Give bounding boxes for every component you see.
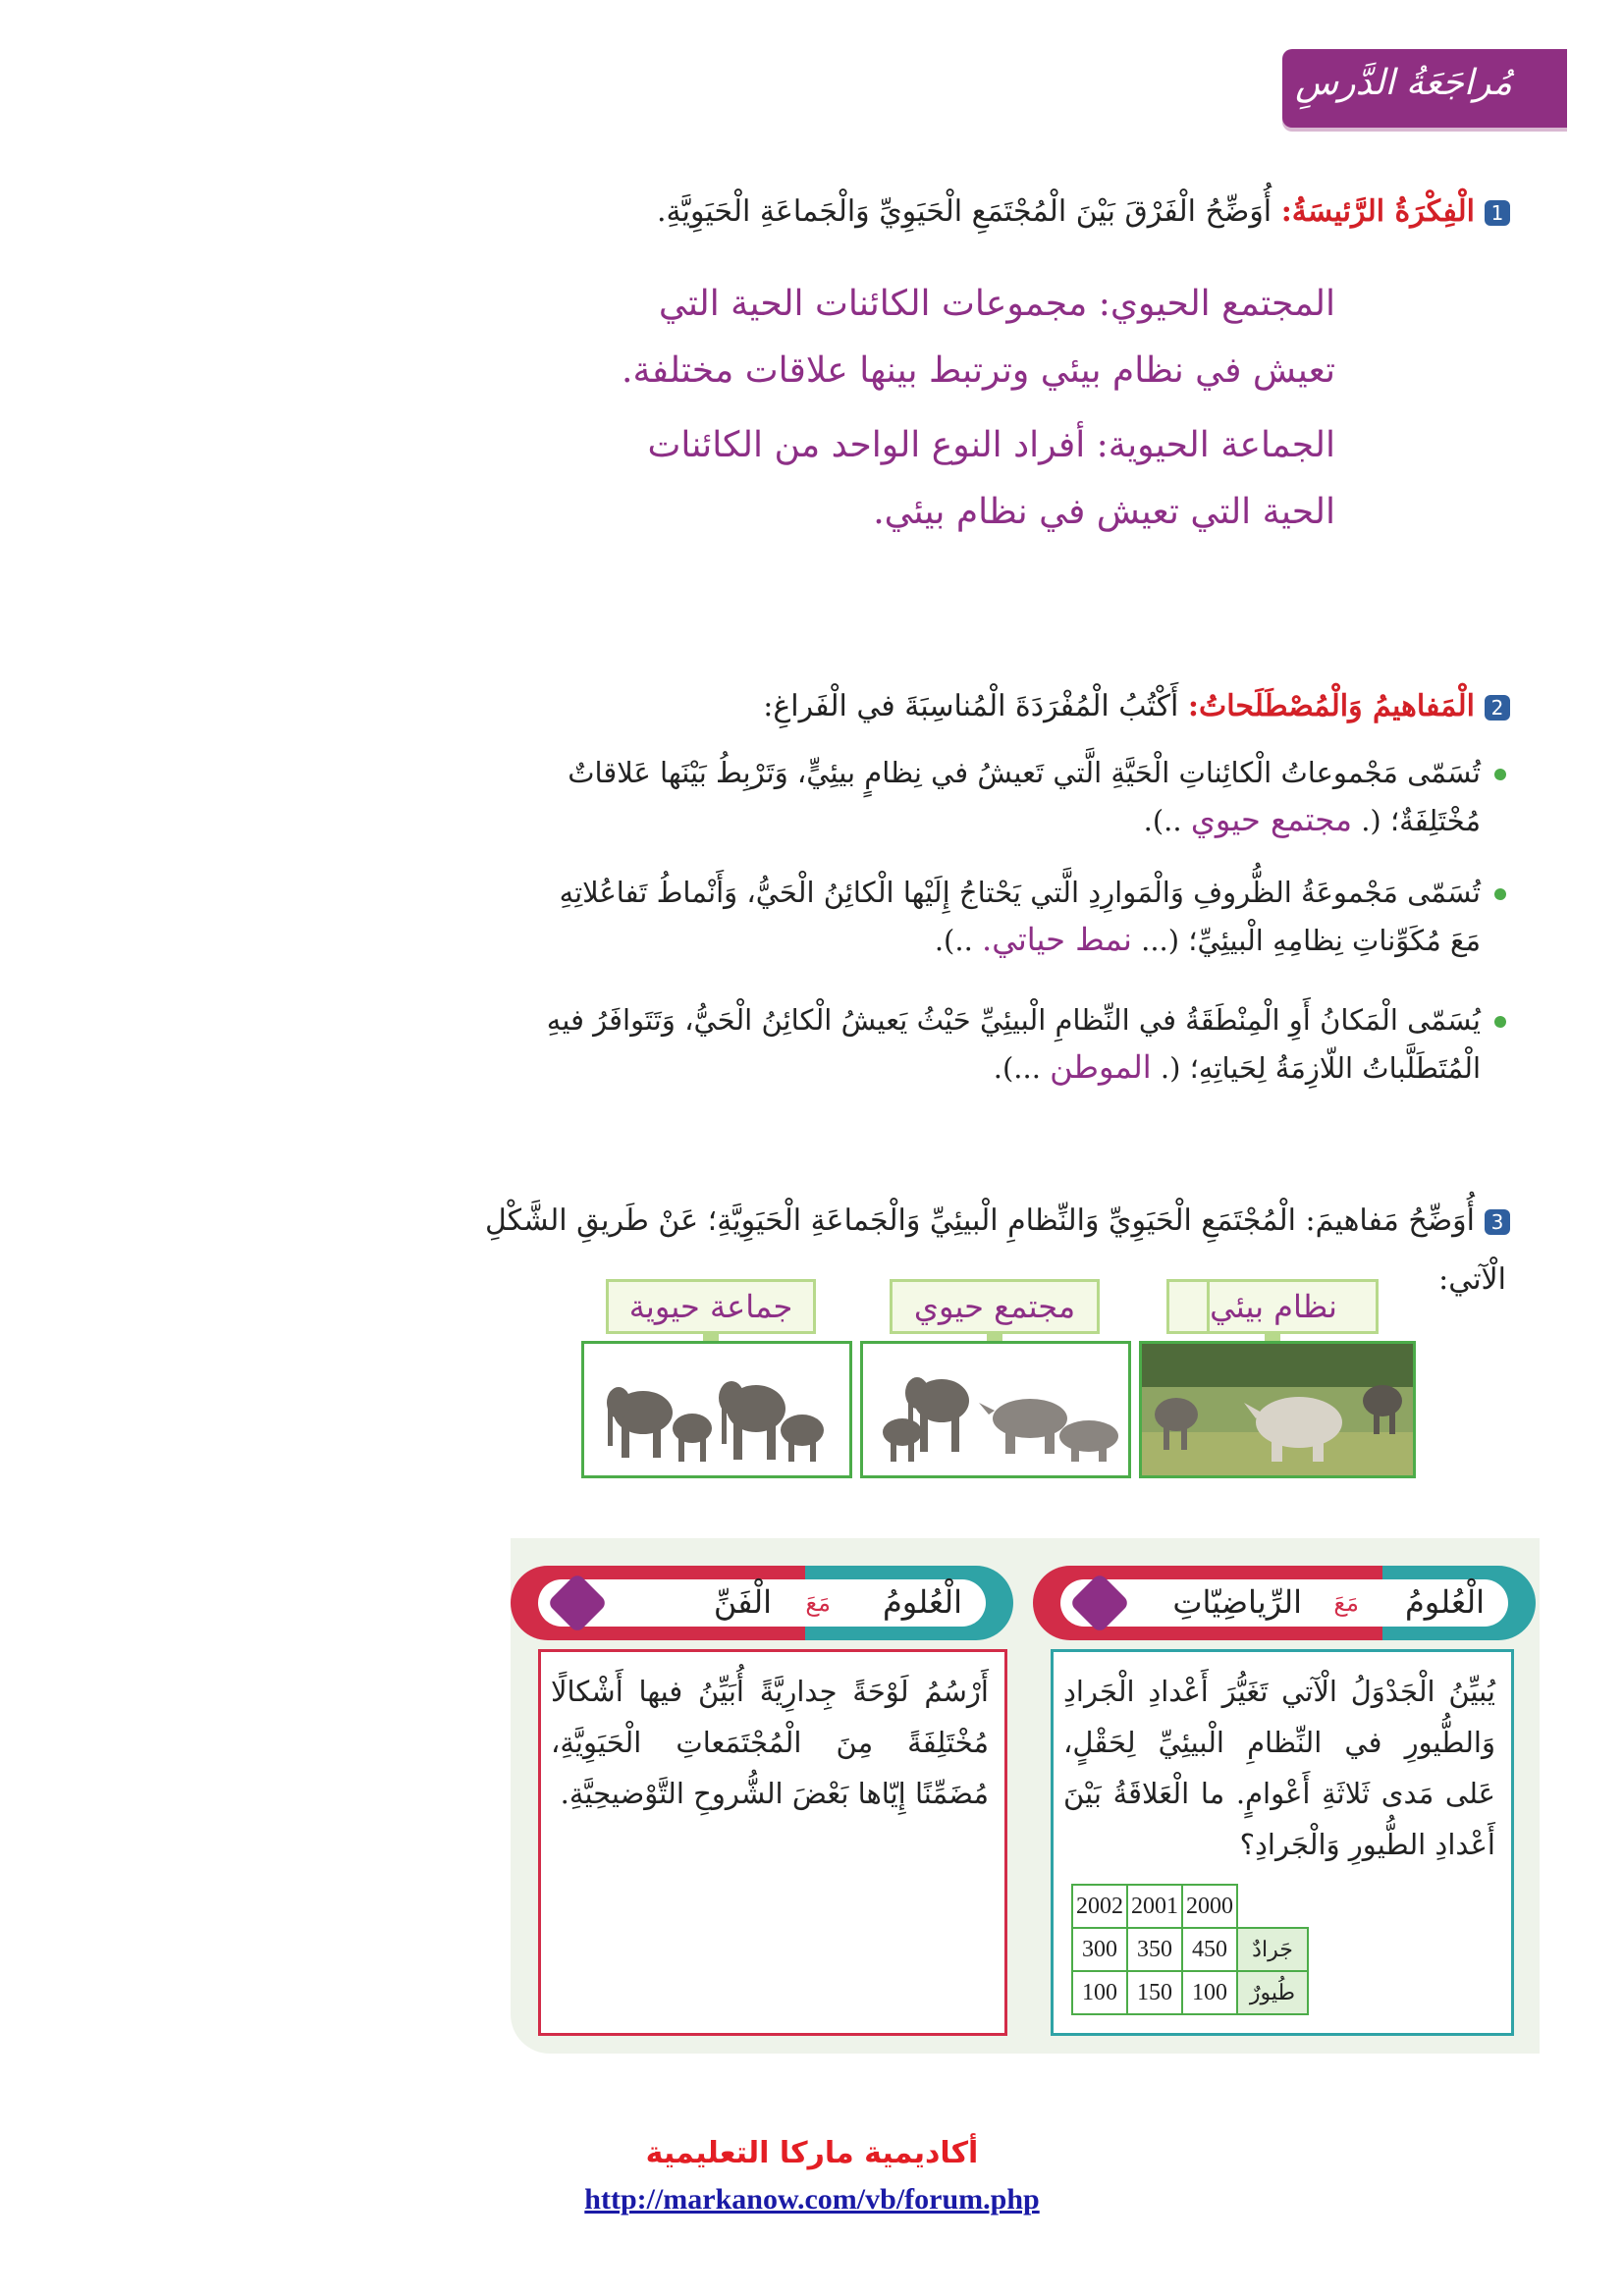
ecosystem-label: نظام بيئي	[1210, 1288, 1337, 1325]
bullet-icon	[1494, 1016, 1506, 1028]
table-row-label: طُيورٌ	[1237, 1971, 1308, 2014]
locust-bird-table	[1071, 1884, 1309, 2015]
table-cell: 150	[1127, 1971, 1182, 2014]
elephant-herd-image	[584, 1344, 849, 1475]
q2-item-2-line2-pre: مَعَ مُكَوِّناتِ نِظامِهِ الْبيئِيِّ؛ (...	[1141, 924, 1481, 957]
math-banner-with: مَعَ	[1333, 1589, 1359, 1617]
q1-answer-1-line1: المجتمع الحيوي: مجموعات الكائنات الحية التي	[658, 284, 1335, 324]
q2-item-2	[560, 876, 1506, 958]
population-label: جماعة حيوية	[628, 1288, 793, 1325]
lesson-review-tab	[1282, 49, 1567, 128]
q1-label: الْفِكْرَةُ الرَّئيسَةُ:	[1280, 194, 1475, 229]
question-number-3: 3	[1485, 1209, 1510, 1235]
art-banner-art: الْفَنِّ	[713, 1583, 772, 1621]
q2-item-1	[568, 756, 1506, 838]
population-photo	[581, 1341, 852, 1478]
q3-text-continued: الْآتي:	[1438, 1262, 1506, 1297]
q1-text: أُوَضِّحُ الْفَرْقَ بَيْنَ الْمُجْتَمَعِ الْحَيَوِيِّ وَالْجَماعَةِ الْحَيَوِيَّةِ.	[656, 194, 1272, 229]
table-year-cell: 2002	[1072, 1885, 1127, 1928]
q1-answer-2-line1: الجماعة الحيوية: أفراد النوع الواحد من الكائنات	[647, 425, 1335, 465]
q2-item-2-line2-post: ..).	[934, 924, 973, 957]
art-activity-box	[538, 1649, 1007, 2036]
ecosystem-blank-box	[1166, 1279, 1210, 1334]
table-cell: 450	[1182, 1928, 1237, 1971]
lesson-review-title: مُراجَعَةُ الدَّرسِ	[1295, 63, 1512, 103]
q1-answer-1-line2: تعيش في نظام بيئي وترتبط بينها علاقات مختلفة.	[622, 350, 1335, 391]
q2-item-1-line2-post: ..).	[1143, 804, 1182, 837]
footer-link[interactable]: http://markanow.com/vb/forum.php	[584, 2183, 1040, 2216]
table-cell: 350	[1127, 1928, 1182, 1971]
community-label-box	[890, 1279, 1100, 1334]
q2-item-3-line1: يُسَمّى الْمَكانُ أَوِ الْمِنْطَقَةُ في النِّظامِ الْبيئِيِّ حَيْثُ يَعيشُ الْكائِنُ الْحَيُّ، وَتَتَوافَرُ فيهِ	[546, 1003, 1481, 1037]
q3-text: أُوَضِّحُ مَفاهيمَ: الْمُجْتَمَعِ الْحَيَوِيِّ وَالنِّظامِ الْبيئِيِّ وَالْجَماعَةِ الْحَيَوِيَّةِ؛ عَنْ طَريقِ الشَّكْلِ	[485, 1203, 1475, 1238]
q1-answer-1	[452, 271, 1335, 404]
math-activity-text: يُبيِّنُ الْجَدْوَلُ الْآتي تَغَيُّرَ أَعْدادِ الْجَرادِ وَالطُّيورِ في النِّظامِ الْبيئِيِّ لِحَقْلٍ، عَلى مَدى ثَلاثَةِ أَعْوامٍ. ما الْعَلاقَةُ بَيْنَ أَعْدادِ الطُّيورِ وَالْجَرادِ؟	[1063, 1675, 1495, 1861]
elephants-and-rhinos-image	[863, 1344, 1128, 1475]
q2-item-1-answer: مجتمع حيوي	[1190, 801, 1352, 838]
bullet-icon	[1494, 888, 1506, 900]
bullet-icon	[1494, 769, 1506, 780]
q2-item-2-line1: تُسَمّى مَجْموعَةُ الظُّروفِ وَالْمَوارِدِ الَّتي يَحْتاجُ إِلَيْها الْكائِنُ الْحَيُّ، وَأَنْماطُ تَفاعُلاتِهِ	[559, 876, 1481, 909]
q2-item-3-answer: الموطن	[1050, 1048, 1152, 1086]
table-icon	[1069, 1573, 1130, 1633]
q2-label: الْمَفاهيمُ وَالْمُصْطَلَحاتُ:	[1187, 689, 1475, 723]
community-label: مجتمع حيوي	[913, 1288, 1076, 1325]
table-row-label: جَرادٌ	[1237, 1928, 1308, 1971]
math-banner-science: الْعُلومُ	[1404, 1583, 1485, 1621]
q2-item-1-line2-pre: مُخْتَلِفَةٌ؛ (.	[1361, 804, 1481, 837]
q2-item-1-line1: تُسَمّى مَجْموعاتُ الْكائِناتِ الْحَيَّةِ الَّتي تَعيشُ في نِظامٍ بيئِيٍّ، وَتَرْبِطُ بَيْنَها عَلاقاتٌ	[568, 756, 1481, 789]
q2-item-3-line2-pre: الْمُتَطَلَّباتُ اللّازِمَةُ لِحَياتِهِ؛ (.	[1160, 1051, 1481, 1085]
question-number-1: 1	[1485, 200, 1510, 226]
table-corner	[1237, 1885, 1308, 1928]
table-cell: 100	[1182, 1971, 1237, 2014]
q2-item-3-line2-post: ...).	[993, 1051, 1041, 1085]
question-1	[657, 194, 1510, 229]
brush-icon	[547, 1573, 608, 1633]
q1-answer-2	[452, 412, 1335, 546]
table-year-cell: 2001	[1127, 1885, 1182, 1928]
question-number-2: 2	[1485, 695, 1510, 721]
table-row	[1072, 1928, 1308, 1971]
q2-item-3	[547, 1003, 1506, 1086]
art-activity-text: أَرْسُمُ لَوْحَةً جِدارِيَّةً أُبَيِّنُ فيها أَشْكالًا مُخْتَلِفَةً مِنَ الْمُجْتَمَعاتِ الْحَيَوِيَّةِ، مُضَمِّنًا إِيّاها بَعْضَ الشُّروحِ التَّوْضيحِيَّةِ.	[551, 1675, 989, 1810]
table-row	[1072, 1971, 1308, 2014]
table-cell: 300	[1072, 1928, 1127, 1971]
community-photo	[860, 1341, 1131, 1478]
q2-text: أَكْتُبُ الْمُفْرَدَةَ الْمُناسِبَةَ في الْفَراغِ:	[763, 689, 1179, 723]
math-activity-box	[1051, 1649, 1514, 2036]
footer-title: أكاديمية ماركا التعليمية	[645, 2136, 979, 2170]
question-3	[485, 1203, 1510, 1238]
math-banner-math: الرِّياضِيّاتِ	[1172, 1583, 1302, 1621]
ecosystem-photo	[1139, 1341, 1416, 1478]
question-2	[763, 689, 1510, 723]
table-cell: 100	[1072, 1971, 1127, 2014]
savanna-scene-image	[1142, 1344, 1413, 1475]
table-year-cell: 2000	[1182, 1885, 1237, 1928]
q1-answer-2-line2: الحية التي تعيش في نظام بيئي.	[873, 492, 1335, 532]
q2-item-2-answer: نمط حياتي.	[982, 921, 1132, 958]
art-banner-science: الْعُلومُ	[882, 1583, 962, 1621]
art-banner-inner	[538, 1579, 986, 1627]
art-banner-with: مَعَ	[805, 1589, 831, 1617]
math-banner-inner	[1060, 1579, 1508, 1627]
population-label-box	[606, 1279, 816, 1334]
table-row	[1072, 1885, 1308, 1928]
